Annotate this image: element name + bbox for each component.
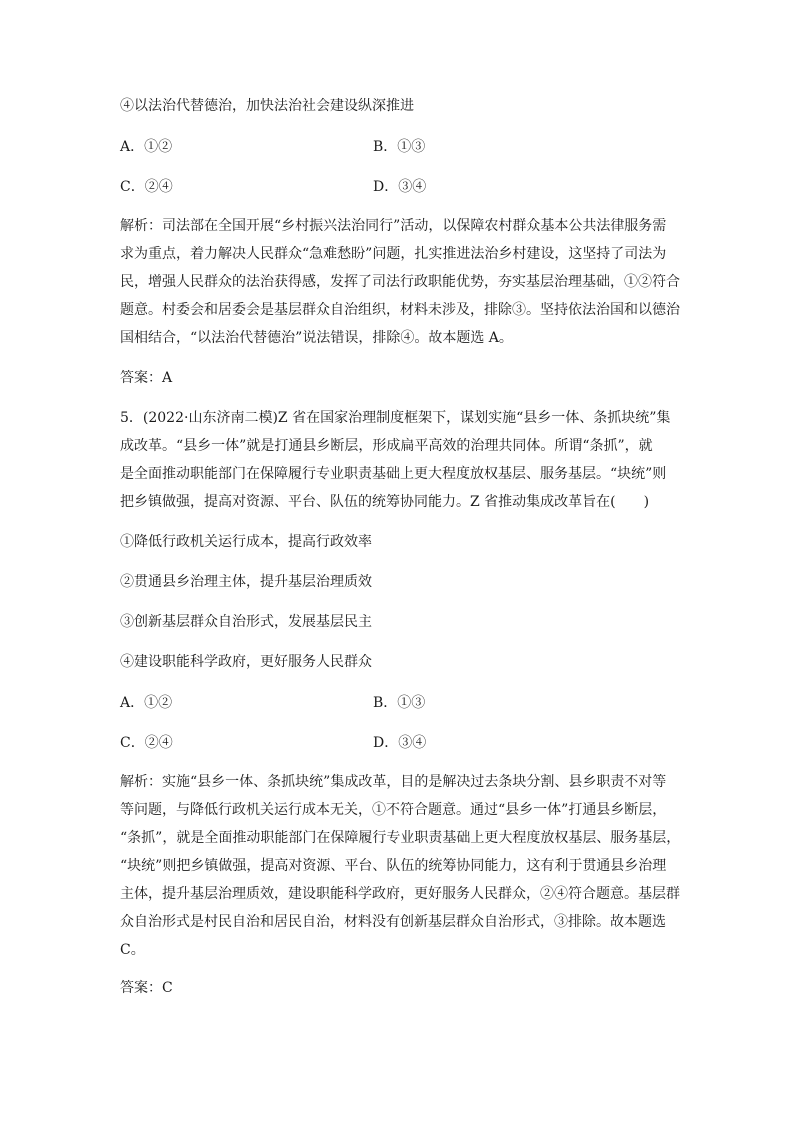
- q5-item-4: ④建设职能科学政府，更好服务人民群众: [120, 654, 372, 670]
- q5-stem-line-1: 5．(2022·山东济南二模)Z 省在国家治理制度框架下，谋划实施“县乡一体、条抓块统”集: [120, 410, 671, 426]
- q4-analysis-line-2: 求为重点，着力解决人民群众“急难愁盼”问题，扎实推进法治乡村建设，这坚持了司法为: [120, 246, 667, 262]
- q5-analysis-line-4: “块统”则把乡镇做强，提高对资源、平台、队伍的统筹协同能力，这有利于贯通县乡治理: [120, 858, 667, 874]
- q4-analysis-line-3: 民，增强人民群众的法治获得感，发挥了司法行政职能优势，夯实基层治理基础，①②符合: [120, 274, 680, 290]
- q5-item-3: ③创新基层群众自治形式，发展基层民主: [120, 614, 372, 630]
- q5-answer: [120, 978, 680, 998]
- q4-answer-value: ：A: [148, 370, 173, 386]
- q4-answer: [120, 368, 680, 388]
- q5-option-b: B．①③: [373, 695, 426, 711]
- q4-analysis-line-5: 国相结合，“以法治代替德治”说法错误，排除④。故本题选 A。: [120, 330, 513, 346]
- q4-analysis-line-1: 解析：司法部在全国开展“乡村振兴法治同行”活动，以保障农村群众基本公共法律服务需: [120, 218, 667, 234]
- q5-stem-line-4: 把乡镇做强，提高对资源、平台、队伍的统筹协同能力。Z 省推动集成改革旨在( ): [120, 494, 650, 510]
- q4-answer-label: 答案: [120, 370, 148, 386]
- q5-item-1: ①降低行政机关运行成本，提高行政效率: [120, 534, 372, 550]
- q5-option-a: A．①②: [120, 695, 173, 711]
- q4-analysis-label: 解析: [120, 218, 148, 234]
- q5-analysis-line-1: 解析：实施“县乡一体、条抓块统”集成改革，目的是解决过去条块分割、县乡职责不对等: [120, 774, 667, 790]
- q5-analysis-label: 解析: [120, 774, 148, 790]
- q5-analysis-line-6: 众自治形式是村民自治和居民自治，材料没有创新基层群众自治形式，③排除。故本题选: [120, 914, 666, 930]
- q5-analysis-line-2: 等问题，与降低行政机关运行成本无关，①不符合题意。通过“县乡一体”打通县乡断层，: [120, 802, 667, 818]
- q5-answer-value: ：C: [148, 980, 173, 996]
- q5-stem-line-3: 是全面推动职能部门在保障履行专业职责基础上更大程度放权基层、服务基层。“块统”则: [120, 466, 667, 482]
- q5-option-c: C．②④: [120, 735, 173, 751]
- q4-option-a: A．①②: [120, 139, 173, 155]
- q4-option-b: B．①③: [373, 139, 426, 155]
- q5-item-2: ②贯通县乡治理主体，提升基层治理质效: [120, 574, 372, 590]
- q5-answer-label: 答案: [120, 980, 148, 996]
- q4-item-4: ④以法治代替德治，加快法治社会建设纵深推进: [120, 98, 414, 114]
- q5-stem-line-2: 成改革。“县乡一体”就是打通县乡断层，形成扁平高效的治理共同体。所谓“条抓”，就: [120, 438, 653, 454]
- q5-analysis-line-3: “条抓”，就是全面推动职能部门在保障履行专业职责基础上更大程度放权基层、服务基层，: [120, 830, 681, 846]
- q4-option-c: C．②④: [120, 179, 173, 195]
- q4-option-d: D．③④: [373, 179, 427, 195]
- q5-analysis-line-7: C。: [120, 942, 145, 958]
- q4-analysis-line-4: 题意。村委会和居委会是基层群众自治组织，材料未涉及，排除③。坚持依法治国和以德治: [120, 302, 680, 318]
- q5-analysis-line-5: 主体，提升基层治理质效，建设职能科学政府，更好服务人民群众，②④符合题意。基层群: [120, 886, 680, 902]
- q5-option-d: D．③④: [373, 735, 427, 751]
